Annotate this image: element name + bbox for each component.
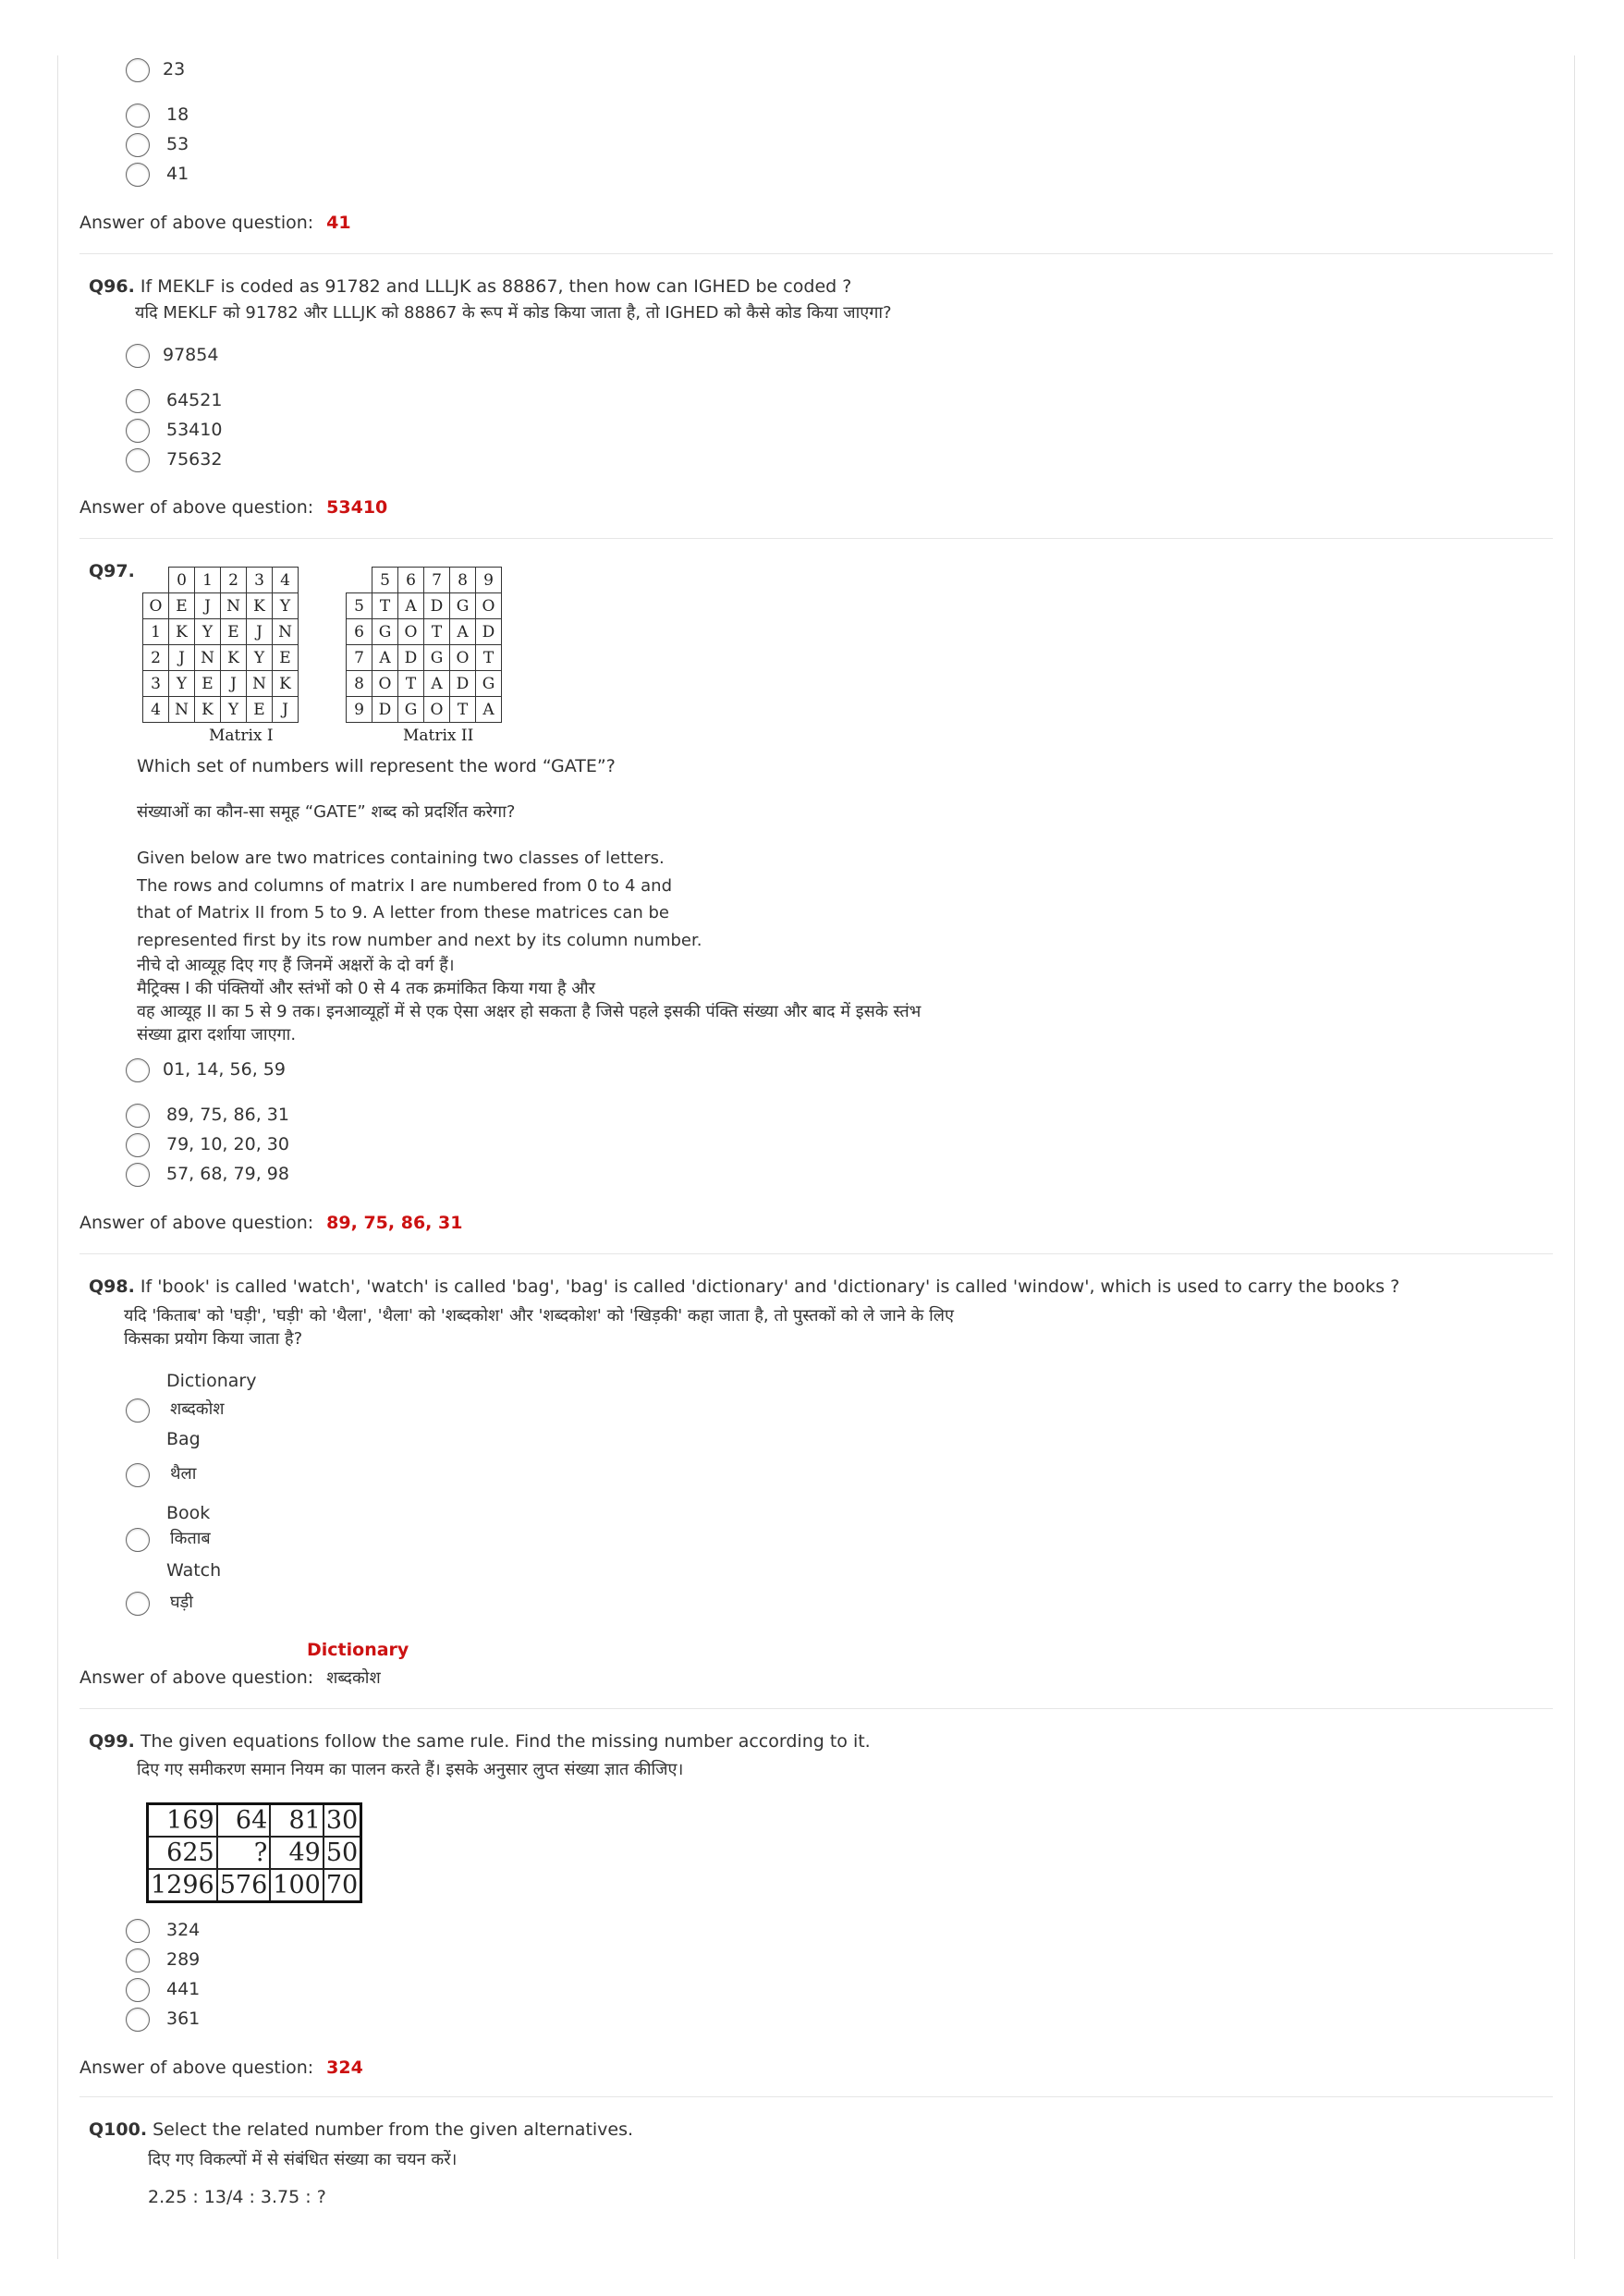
question-separator [79,1708,1553,1709]
question-separator [79,2096,1553,2097]
matrix-cell: J [273,697,299,723]
question-english: If 'book' is called 'watch', 'watch' is called 'bag', 'bag' is called 'dictionary' and 'dictionary' is called 'window', which is used to carry the books ? [140,1276,1400,1297]
matrix-col-header: 6 [398,568,424,593]
question-english: Which set of numbers will represent the word “GATE”? [137,756,616,776]
question-number: Q100. [89,2119,148,2140]
answer-row [79,211,351,235]
matrix-cell: G [476,671,502,697]
question-hindi: किसका प्रयोग किया जाता है? [124,1329,303,1349]
option-label: 57, 68, 79, 98 [166,1164,289,1184]
option-label: 18 [166,104,189,125]
option-radio[interactable] [126,1104,150,1128]
option-radio[interactable] [126,133,150,157]
table-cell: 625 [148,1837,217,1869]
option-radio[interactable] [126,1398,150,1423]
option-label: 79, 10, 20, 30 [166,1134,289,1154]
matrix-cell: K [273,671,299,697]
matrix-cell: N [195,645,221,671]
matrix-cell: K [247,593,273,619]
answer-prefix: Answer of above question: [79,1213,314,1233]
option-radio[interactable] [126,1463,150,1487]
option-radio[interactable] [126,58,150,82]
matrix-cell: K [195,697,221,723]
option-radio[interactable] [126,2008,150,2032]
matrix-cell: G [398,697,424,723]
option-label: 97854 [163,345,219,365]
matrix-cell: J [247,619,273,645]
option-radio[interactable] [126,1528,150,1552]
answer-value: 89, 75, 86, 31 [326,1213,463,1233]
matrix-cell: D [398,645,424,671]
answer-value: 41 [326,213,351,233]
question-separator [79,253,1553,254]
matrix-cell: E [169,593,195,619]
matrix-cell: T [476,645,502,671]
option-label: 289 [166,1949,201,1970]
table-cell: 100 [270,1869,324,1902]
matrix-2-caption: Matrix II [403,727,474,745]
matrix-cell: Y [195,619,221,645]
table-cell: 49 [270,1837,324,1869]
table-cell: 30 [324,1804,361,1838]
option-label-english: Dictionary [166,1371,257,1391]
matrix-row-header: 9 [347,697,372,723]
matrix-cell: Y [169,671,195,697]
matrix-cell: O [372,671,398,697]
matrix-col-header: 5 [372,568,398,593]
matrix-row-header: 2 [143,645,169,671]
table-cell: 50 [324,1837,361,1869]
option-radio[interactable] [126,389,150,413]
table-cell: 81 [270,1804,324,1838]
matrix-row-header: 3 [143,671,169,697]
description-english-line: Given below are two matrices containing two classes of letters. [137,849,665,868]
matrix-cell: D [450,671,476,697]
question-english: If MEKLF is coded as 91782 and LLLJK as 88867, then how can IGHED be coded ? [140,276,852,297]
table-cell: 169 [148,1804,217,1838]
option-label: 23 [163,59,186,79]
answer-prefix: Answer of above question: [79,213,314,233]
matrix-cell: E [247,697,273,723]
option-label-hindi: घड़ी [170,1593,193,1612]
option-radio[interactable] [126,1133,150,1157]
matrix-cell: T [372,593,398,619]
matrix-cell: O [398,619,424,645]
matrix-cell: O [476,593,502,619]
question-text [89,1275,1399,1299]
description-hindi-line: वह आव्यूह II का 5 से 9 तक। इनआव्यूहों में से एक ऐसा अक्षर हो सकता है जिसे पहले इसकी पंक्ति संख्या और बाद में इसके स्तंभ [137,1002,922,1021]
option-radio[interactable] [126,344,150,368]
option-label-hindi: किताब [170,1529,211,1548]
option-radio[interactable] [126,104,150,128]
option-label: 64521 [166,390,223,410]
question-text [89,275,851,299]
matrix-2 [346,567,502,723]
matrix-row-header: 6 [347,619,372,645]
matrix-col-header: 4 [273,568,299,593]
option-label: 53410 [166,420,223,440]
option-label: 75632 [166,449,223,470]
matrix-cell: Y [221,697,247,723]
option-radio[interactable] [126,448,150,472]
answer-prefix: Answer of above question: [79,2058,314,2078]
matrix-cell: A [398,593,424,619]
question-hindi: दिए गए विकल्पों में से संबंधित संख्या का चयन करें। [148,2150,458,2169]
matrix-cell: T [398,671,424,697]
option-label: 441 [166,1979,201,1999]
matrix-1-caption: Matrix I [209,727,274,745]
question-text [89,2118,633,2142]
matrix-cell: E [221,619,247,645]
option-label-hindi: शब्दकोश [170,1399,225,1419]
answer-value: 324 [326,2058,363,2078]
option-label: 89, 75, 86, 31 [166,1105,289,1125]
description-hindi-line: मैट्रिक्स I की पंक्तियों और स्तंभों को 0 से 4 तक क्रमांकित किया गया है और [137,979,596,998]
matrix-row-header: 5 [347,593,372,619]
matrix-cell: A [450,619,476,645]
question-number: Q97. [89,561,135,581]
question-hindi: दिए गए समीकरण समान नियम का पालन करते हैं। इसके अनुसार लुप्त संख्या ज्ञात कीजिए। [137,1760,684,1779]
question-separator [79,538,1553,539]
description-hindi-line: नीचे दो आव्यूह दिए गए हैं जिनमें अक्षरों के दो वर्ग हैं। [137,956,455,975]
option-radio[interactable] [126,1163,150,1187]
option-radio[interactable] [126,163,150,187]
question-number: Q98. [89,1276,135,1297]
question-hindi: यदि 'किताब' को 'घड़ी', 'घड़ी' को 'थैला', 'थैला' को 'शब्दकोश' और 'शब्दकोश' को 'खिड़की' कहा जाता है, तो पुस्तकों को ले जाने के लिए [124,1306,954,1325]
matrix-col-header: 1 [195,568,221,593]
matrix-cell: G [424,645,450,671]
option-label-hindi: थैला [170,1464,197,1484]
answer-row [79,495,387,519]
matrix-cell: T [450,697,476,723]
matrix-cell: K [221,645,247,671]
matrix-cell: Y [273,593,299,619]
matrix-cell: J [195,593,221,619]
option-radio[interactable] [126,1919,150,1943]
table-cell: 576 [217,1869,271,1902]
matrix-cell: O [143,593,169,619]
matrix-cell: K [169,619,195,645]
table-cell: 70 [324,1869,361,1902]
matrix-row-header: 1 [143,619,169,645]
question-text [89,1729,871,1753]
answer-prefix: Answer of above question: [79,497,314,518]
matrix-cell: J [221,671,247,697]
answer-value-hindi: शब्दकोश [326,1668,381,1688]
matrix-cell: D [424,593,450,619]
matrix-row-header: 4 [143,697,169,723]
matrix-col-header: 8 [450,568,476,593]
answer-row [79,1666,381,1691]
option-radio[interactable] [126,1978,150,2002]
matrix-cell: N [169,697,195,723]
matrix-cell: E [195,671,221,697]
matrix-cell: O [424,697,450,723]
answer-row [79,2056,363,2080]
matrix-cell: O [450,645,476,671]
matrix-cell: E [273,645,299,671]
matrix-cell: D [476,619,502,645]
question-number: Q99. [89,1731,135,1752]
matrix-col-header: 3 [247,568,273,593]
option-label-english: Book [166,1503,211,1523]
matrix-1 [142,567,299,723]
table-cell: 1296 [148,1869,217,1902]
matrix-cell: Y [247,645,273,671]
matrix-col-header: 0 [169,568,195,593]
option-label: 361 [166,2009,201,2029]
option-label-english: Watch [166,1560,222,1581]
number-table [146,1802,362,1903]
question-separator [79,1253,1553,1254]
matrix-cell: D [372,697,398,723]
matrix-cell: N [247,671,273,697]
matrix-cell: A [476,697,502,723]
question-expression: 2.25 : 13/4 : 3.75 : ? [148,2187,326,2207]
matrix-cell: A [372,645,398,671]
description-english-line: The rows and columns of matrix I are numbered from 0 to 4 and [137,876,673,896]
question-hindi: संख्याओं का कौन-सा समूह “GATE” शब्द को प्रदर्शित करेगा? [137,802,516,822]
matrix-cell: N [273,619,299,645]
answer-prefix: Answer of above question: [79,1667,314,1688]
matrix-col-header: 7 [424,568,450,593]
option-label-english: Bag [166,1429,201,1449]
page-border-left [57,55,58,2259]
question-english: Select the related number from the given alternatives. [153,2119,634,2140]
description-english-line: that of Matrix II from 5 to 9. A letter from these matrices can be [137,903,669,922]
table-cell: 64 [217,1804,271,1838]
matrix-row-header: 8 [347,671,372,697]
question-hindi: यदि MEKLF को 91782 और LLLJK को 88867 के रूप में कोड किया जाता है, तो IGHED को कैसे कोड किया जाएगा? [135,303,892,323]
description-hindi-line: संख्या द्वारा दर्शाया जाएगा. [137,1025,297,1044]
question-number: Q96. [89,276,135,297]
matrix-cell: G [372,619,398,645]
question-english: The given equations follow the same rule. Find the missing number according to it. [140,1731,871,1752]
answer-row [79,1211,462,1235]
matrix-cell: A [424,671,450,697]
option-radio[interactable] [126,1592,150,1616]
matrix-cell: J [169,645,195,671]
matrix-col-header: 2 [221,568,247,593]
matrix-col-header: 9 [476,568,502,593]
option-label: 324 [166,1920,201,1940]
option-radio[interactable] [126,1948,150,1972]
matrix-row-header: 7 [347,645,372,671]
option-label: 53 [166,134,189,154]
option-radio[interactable] [126,419,150,443]
answer-value-english: Dictionary [307,1640,409,1660]
matrix-cell: N [221,593,247,619]
answer-value: 53410 [326,497,388,518]
matrix-cell: G [450,593,476,619]
page-border-right [1574,55,1575,2259]
option-label: 01, 14, 56, 59 [163,1059,286,1080]
description-english-line: represented first by its row number and next by its column number. [137,931,702,950]
matrix-cell: T [424,619,450,645]
option-label: 41 [166,164,189,184]
option-radio[interactable] [126,1058,150,1082]
table-cell: ? [217,1837,271,1869]
